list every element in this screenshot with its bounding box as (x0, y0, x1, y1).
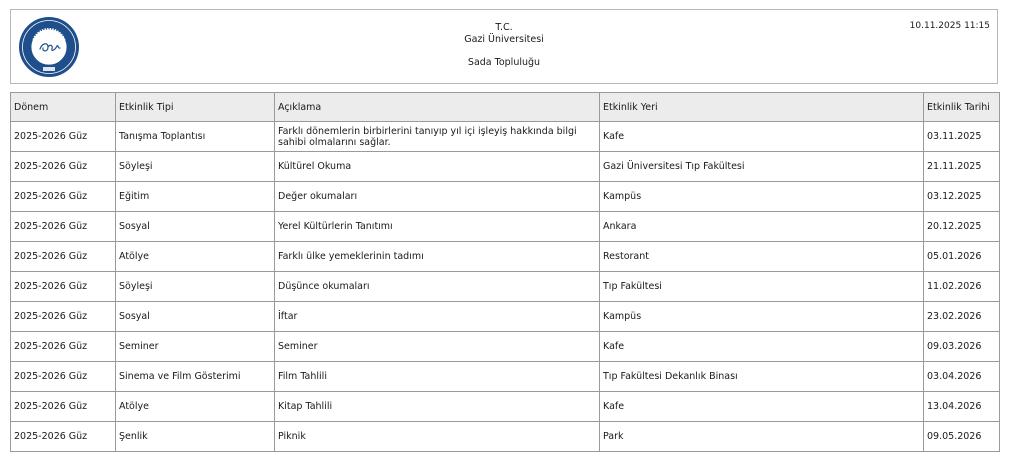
cell-tip: Söyleşi (116, 272, 275, 302)
table-row (11, 332, 1000, 362)
cell-tarih: 20.12.2025 (924, 212, 1000, 242)
column-header-etkinlik-tarihi: Etkinlik Tarihi (924, 93, 1000, 122)
cell-tip: Atölye (116, 242, 275, 272)
cell-donem: 2025-2026 Güz (11, 182, 116, 212)
cell-donem: 2025-2026 Güz (11, 422, 116, 452)
cell-donem: 2025-2026 Güz (11, 272, 116, 302)
table-row (11, 392, 1000, 422)
table-row (11, 182, 1000, 212)
cell-donem: 2025-2026 Güz (11, 152, 116, 182)
cell-tip: Tanışma Toplantısı (116, 122, 275, 152)
cell-tarih: 09.03.2026 (924, 332, 1000, 362)
cell-tarih: 03.12.2025 (924, 182, 1000, 212)
table-row (11, 362, 1000, 392)
report-timestamp: 10.11.2025 11:15 (909, 21, 990, 31)
column-header-donem: Dönem (11, 93, 116, 122)
cell-tip: Seminer (116, 332, 275, 362)
cell-tarih: 13.04.2026 (924, 392, 1000, 422)
cell-yer: Park (600, 422, 924, 452)
cell-yer: Ankara (600, 212, 924, 242)
cell-aciklama: Kültürel Okuma (275, 152, 600, 182)
cell-tip: Atölye (116, 392, 275, 422)
cell-yer: Kafe (600, 332, 924, 362)
cell-tarih: 21.11.2025 (924, 152, 1000, 182)
cell-aciklama: Kitap Tahlili (275, 392, 600, 422)
cell-aciklama: Film Tahlili (275, 362, 600, 392)
title-line-university: Gazi Üniversitesi (464, 34, 544, 45)
cell-yer: Tıp Fakültesi Dekanlık Binası (600, 362, 924, 392)
cell-tarih: 05.01.2026 (924, 242, 1000, 272)
cell-aciklama: Seminer (275, 332, 600, 362)
cell-yer: Tıp Fakültesi (600, 272, 924, 302)
cell-tip: Söyleşi (116, 152, 275, 182)
events-table (10, 92, 1000, 452)
cell-tip: Sosyal (116, 212, 275, 242)
title-line-tc: T.C. (495, 22, 513, 33)
table-row (11, 152, 1000, 182)
cell-tarih: 03.04.2026 (924, 362, 1000, 392)
title-line-club: Sada Topluluğu (467, 57, 541, 68)
cell-yer: Gazi Üniversitesi Tıp Fakültesi (600, 152, 924, 182)
cell-yer: Kafe (600, 122, 924, 152)
cell-tarih: 03.11.2025 (924, 122, 1000, 152)
cell-tip: Sinema ve Film Gösterimi (116, 362, 275, 392)
cell-aciklama: İftar (275, 302, 600, 332)
cell-tarih: 11.02.2026 (924, 272, 1000, 302)
cell-yer: Kafe (600, 392, 924, 422)
column-header-etkinlik-tipi: Etkinlik Tipi (116, 93, 275, 122)
table-row (11, 212, 1000, 242)
cell-donem: 2025-2026 Güz (11, 392, 116, 422)
cell-yer: Kampüs (600, 302, 924, 332)
cell-donem: 2025-2026 Güz (11, 302, 116, 332)
report-titles (11, 22, 997, 69)
cell-donem: 2025-2026 Güz (11, 122, 116, 152)
cell-aciklama: Yerel Kültürlerin Tanıtımı (275, 212, 600, 242)
table-header-row (11, 93, 1000, 122)
cell-aciklama: Farklı dönemlerin birbirlerini tanıyıp yıl içi işleyiş hakkında bilgi sahibi olmalarını sağlar. (275, 122, 600, 152)
cell-aciklama: Değer okumaları (275, 182, 600, 212)
cell-aciklama: Farklı ülke yemeklerinin tadımı (275, 242, 600, 272)
cell-tarih: 23.02.2026 (924, 302, 1000, 332)
cell-tarih: 09.05.2026 (924, 422, 1000, 452)
cell-aciklama: Piknik (275, 422, 600, 452)
table-row (11, 272, 1000, 302)
table-row (11, 422, 1000, 452)
cell-tip: Eğitim (116, 182, 275, 212)
cell-donem: 2025-2026 Güz (11, 242, 116, 272)
cell-donem: 2025-2026 Güz (11, 362, 116, 392)
cell-yer: Kampüs (600, 182, 924, 212)
column-header-etkinlik-yeri: Etkinlik Yeri (600, 93, 924, 122)
cell-aciklama: Düşünce okumaları (275, 272, 600, 302)
table-row (11, 242, 1000, 272)
cell-donem: 2025-2026 Güz (11, 212, 116, 242)
cell-yer: Restorant (600, 242, 924, 272)
column-header-aciklama: Açıklama (275, 93, 600, 122)
cell-donem: 2025-2026 Güz (11, 332, 116, 362)
table-row (11, 302, 1000, 332)
report-header (10, 9, 998, 84)
cell-tip: Sosyal (116, 302, 275, 332)
cell-tip: Şenlik (116, 422, 275, 452)
table-row (11, 122, 1000, 152)
